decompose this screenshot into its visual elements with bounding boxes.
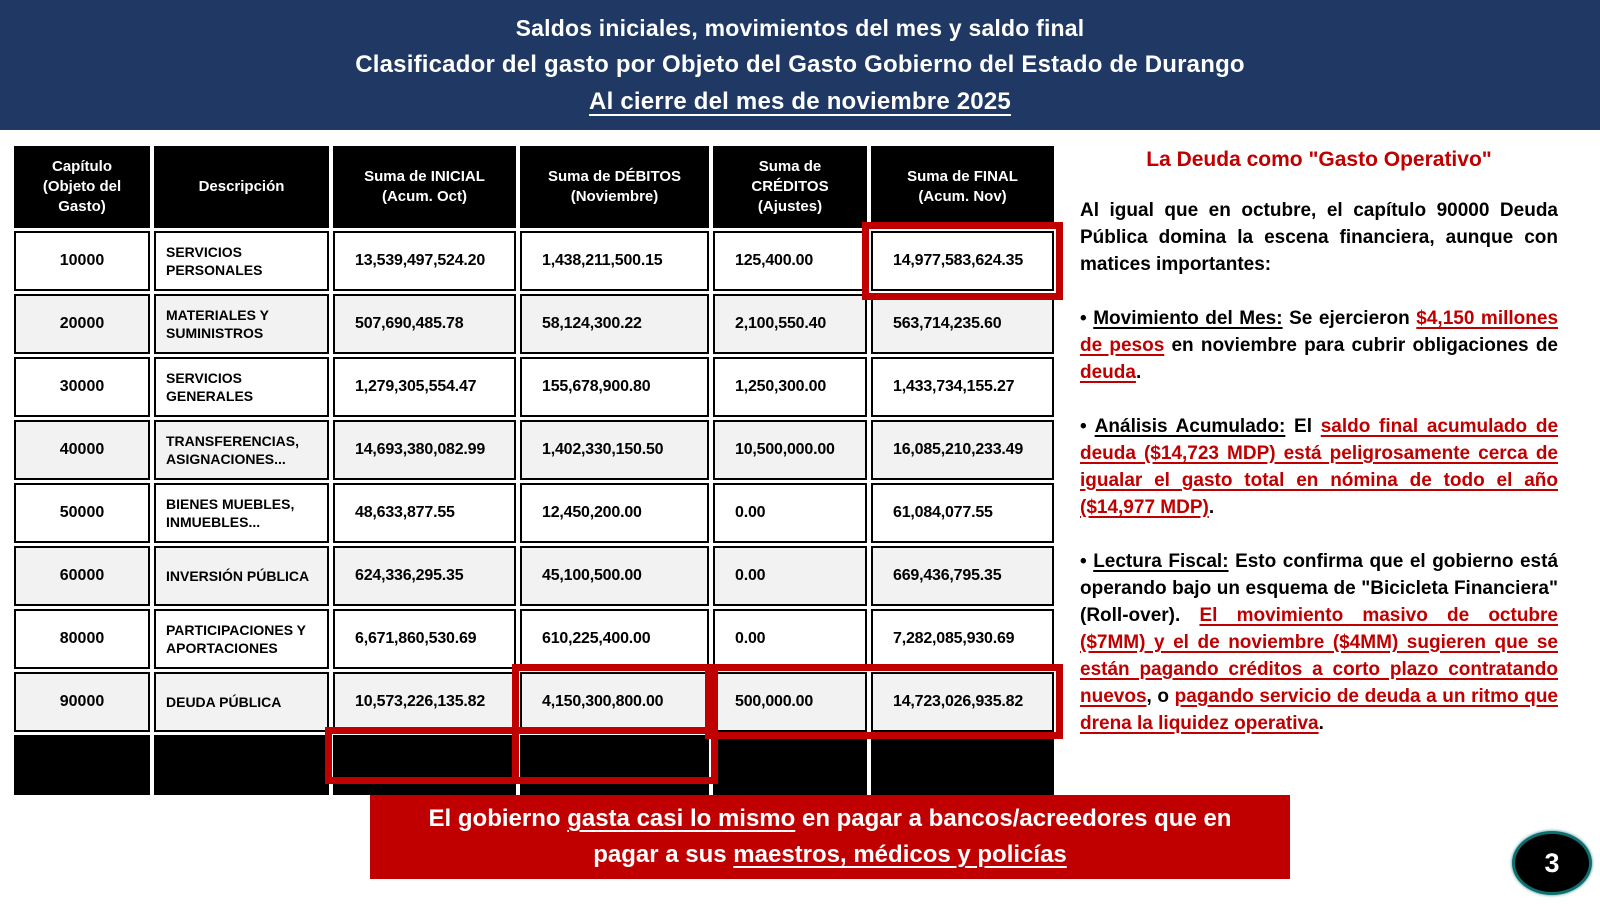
column-header: Suma de FINAL (Acum. Nov) xyxy=(871,146,1054,228)
column-header: Descripción xyxy=(154,146,329,228)
slide-title-line-1: Saldos iniciales, movimientos del mes y saldo final xyxy=(515,14,1085,41)
budget-table-body xyxy=(14,231,1054,795)
text-run: . xyxy=(1318,712,1324,734)
table-row xyxy=(14,546,1054,606)
column-header: Suma de DÉBITOS (Noviembre) xyxy=(520,146,709,228)
table-row xyxy=(14,231,1054,291)
table-cell: 16,085,210,233.49 xyxy=(871,420,1054,480)
text-run: • xyxy=(1080,307,1094,329)
page-number: 3 xyxy=(1544,847,1560,878)
text-run: pagando servicio de deuda a un ritmo que drena la liquidez operativa xyxy=(1080,685,1558,734)
table-cell: 2,100,550.40 xyxy=(713,294,867,354)
table-cell: 13,539,497,524.20 xyxy=(333,231,516,291)
text-run: Se ejercieron xyxy=(1282,307,1417,329)
table-row xyxy=(14,672,1054,732)
text-run: Esto confirma que el gobierno está operando bajo un esquema de "Bicicleta Financiera" (Roll-over). xyxy=(1080,550,1559,626)
text-run: maestros, médicos y policías xyxy=(733,841,1067,868)
table-cell: 1,279,305,554.47 xyxy=(333,357,516,417)
table-total-cell: 47,937,930,486.85 xyxy=(333,735,516,795)
table-row xyxy=(14,357,1054,417)
table-total-row xyxy=(14,735,1054,795)
text-run: deuda xyxy=(1080,361,1136,383)
slide-title-line-3: Al cierre del mes de noviembre 2025 xyxy=(589,87,1011,115)
table-cell: INVERSIÓN PÚBLICA xyxy=(154,546,329,606)
text-run: en noviembre para cubrir obligaciones de xyxy=(1164,334,1558,356)
table-cell: 4,150,300,800.00 xyxy=(520,672,709,732)
table-total-cell: TOTAL xyxy=(14,735,150,795)
text-run: El gobierno xyxy=(428,805,568,832)
text-run: . xyxy=(1208,496,1215,518)
table-total-cell: 55,795,875,988.12 xyxy=(871,735,1054,795)
text-run: saldo final acumulado de deuda ($14,723 MDP) está peligrosamente cerca de igualar el gasto total en nómina de todo el año ($14,977 MDP) xyxy=(1080,415,1559,518)
text-run: El xyxy=(1285,415,1321,437)
table-cell: 14,723,026,935.82 xyxy=(871,672,1054,732)
table-cell: PARTICIPACIONES Y APORTACIONES xyxy=(154,609,329,669)
text-run: Lectura Fiscal: xyxy=(1093,550,1229,572)
table-cell: 10,573,226,135.82 xyxy=(333,672,516,732)
table-cell: SERVICIOS GENERALES xyxy=(154,357,329,417)
table-cell: 507,690,485.78 xyxy=(333,294,516,354)
analysis-paragraph xyxy=(1080,198,1558,279)
table-cell: 1,250,300.00 xyxy=(713,357,867,417)
table-cell: 0.00 xyxy=(713,609,867,669)
text-run: • xyxy=(1080,415,1095,437)
budget-table xyxy=(10,143,1058,798)
table-cell: MATERIALES Y SUMINISTROS xyxy=(154,294,329,354)
analysis-body xyxy=(1080,198,1558,737)
table-row xyxy=(14,609,1054,669)
table-cell: 0.00 xyxy=(713,546,867,606)
table-cell: 155,678,900.80 xyxy=(520,357,709,417)
table-cell: 90000 xyxy=(14,672,150,732)
text-run: gasta casi lo mismo xyxy=(567,805,796,832)
table-cell: 10,500,000.00 xyxy=(713,420,867,480)
table-total-cell: 7,872,421,751.67 xyxy=(520,735,709,795)
budget-table-header xyxy=(14,146,1054,228)
table-cell: SERVICIOS PERSONALES xyxy=(154,231,329,291)
table-cell: 624,336,295.35 xyxy=(333,546,516,606)
analysis-panel xyxy=(1080,148,1558,737)
table-cell: BIENES MUEBLES, INMUEBLES... xyxy=(154,483,329,543)
table-cell: 80000 xyxy=(14,609,150,669)
text-run: Análisis Acumulado: xyxy=(1094,415,1286,437)
table-cell: 563,714,235.60 xyxy=(871,294,1054,354)
table-total-cell: TOTAL GENERAL xyxy=(154,735,329,795)
table-cell: 14,693,380,082.99 xyxy=(333,420,516,480)
table-cell: 50000 xyxy=(14,483,150,543)
slide-title-line-2: Clasificador del gasto por Objeto del Gasto Gobierno del Estado de Durango xyxy=(355,50,1245,78)
table-cell: 61,084,077.55 xyxy=(871,483,1054,543)
text-run: • xyxy=(1080,550,1094,572)
text-run: Movimiento del Mes: xyxy=(1093,307,1283,329)
table-cell: 60000 xyxy=(14,546,150,606)
table-cell: 14,977,583,624.35 xyxy=(871,231,1054,291)
table-cell: 7,282,085,930.69 xyxy=(871,609,1054,669)
table-cell: 45,100,500.00 xyxy=(520,546,709,606)
table-cell: 10000 xyxy=(14,231,150,291)
text-run: Al igual que en octubre, el capítulo 90000 Deuda Pública domina la escena financiera, aunque con matices importantes: xyxy=(1080,200,1558,275)
table-header-row xyxy=(14,146,1054,228)
column-header: Suma de CRÉDITOS (Ajustes) xyxy=(713,146,867,228)
table-cell: 40000 xyxy=(14,420,150,480)
table-cell: 12,450,200.00 xyxy=(520,483,709,543)
analysis-paragraph xyxy=(1080,306,1558,387)
table-cell: TRANSFERENCIAS, ASIGNACIONES... xyxy=(154,420,329,480)
table-cell: 0.00 xyxy=(713,483,867,543)
analysis-paragraph xyxy=(1080,549,1558,738)
table-cell: 610,225,400.00 xyxy=(520,609,709,669)
bottom-conclusion-banner xyxy=(370,795,1290,879)
table-cell: 20000 xyxy=(14,294,150,354)
text-run: , o xyxy=(1146,685,1175,707)
table-cell: 30000 xyxy=(14,357,150,417)
table-row xyxy=(14,483,1054,543)
text-run: en pagar a bancos/acreedores que en pagar a sus xyxy=(593,805,1232,868)
bottom-conclusion-text xyxy=(396,801,1264,873)
text-run: . xyxy=(1135,361,1142,383)
table-cell: 58,124,300.22 xyxy=(520,294,709,354)
analysis-paragraph xyxy=(1080,414,1558,522)
table-total-cell: 14,476,250.40 xyxy=(713,735,867,795)
table-cell: 500,000.00 xyxy=(713,672,867,732)
analysis-title: La Deuda como "Gasto Operativo" xyxy=(1146,148,1492,171)
table-row xyxy=(14,294,1054,354)
table-cell: 1,433,734,155.27 xyxy=(871,357,1054,417)
table-cell: DEUDA PÚBLICA xyxy=(154,672,329,732)
table-cell: 669,436,795.35 xyxy=(871,546,1054,606)
page-number-badge xyxy=(1512,831,1592,895)
table-cell: 48,633,877.55 xyxy=(333,483,516,543)
table-cell: 125,400.00 xyxy=(713,231,867,291)
table-cell: 6,671,860,530.69 xyxy=(333,609,516,669)
column-header: Suma de INICIAL (Acum. Oct) xyxy=(333,146,516,228)
table-cell: 1,402,330,150.50 xyxy=(520,420,709,480)
table-cell: 1,438,211,500.15 xyxy=(520,231,709,291)
text-run: $4,150 millones de pesos xyxy=(1080,307,1559,356)
text-run: El movimiento masivo de octubre ($7MM) y el de noviembre ($4MM) sugieren que se están pagando créditos a corto plazo contratando nuevos xyxy=(1080,604,1558,707)
column-header: Capítulo (Objeto del Gasto) xyxy=(14,146,150,228)
table-row xyxy=(14,420,1054,480)
slide-title-banner xyxy=(0,0,1600,130)
